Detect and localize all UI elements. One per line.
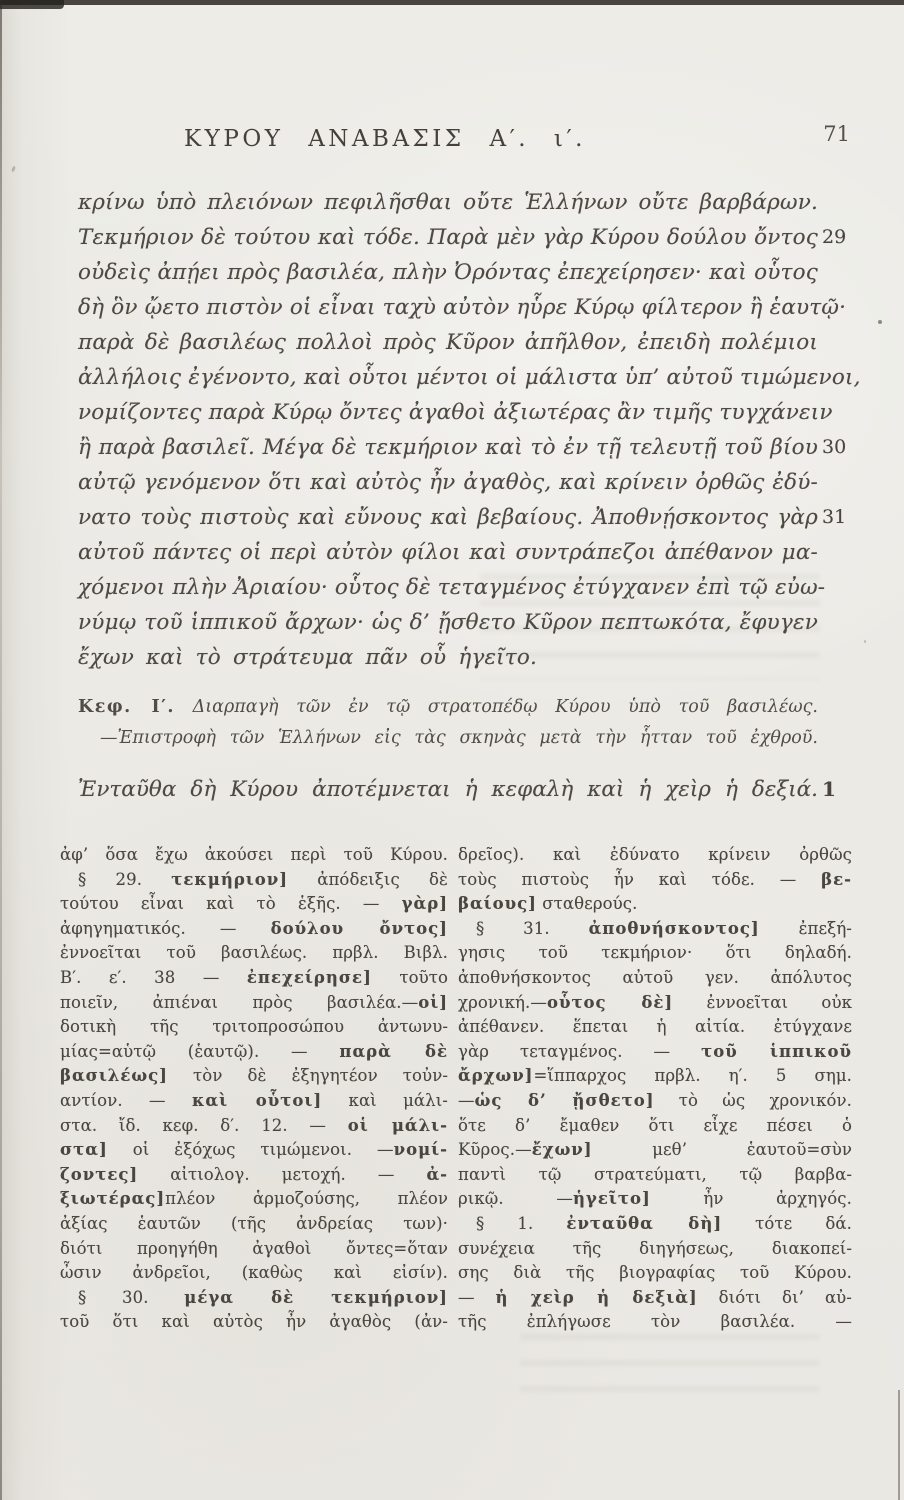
text-line [60,1237,448,1262]
text-line [78,535,818,570]
text-line [458,1237,852,1262]
text-run: νομίζοντες παρὰ Κύρῳ ὄντες ἀγαθοὶ ἀξιωτέρας ἂν τιμῆς τυγχάνειν [78,400,833,425]
text-run: § 31. [476,918,589,938]
text-line [78,605,818,640]
chapter-heading-line-2: —Ἐπιστροφὴ τῶν Ἑλλήνων εἰς τὰς σκηνὰς μετὰ τὴν ἧτταν τοῦ ἐχθροῦ. [100,728,818,748]
lemma: ἐνταῦθα δὴ] [566,1213,723,1233]
lead-sentence [78,772,836,807]
page-number: 71 [823,122,850,146]
lemma: ἀ- [426,1164,448,1184]
lemma: ἀποθνήσκοντος] [588,918,760,938]
text-run: παντὶ τῷ στρατεύματι, τῷ βαρβα- [458,1164,852,1184]
text-line [78,570,826,605]
main-text-block [78,185,861,675]
text-run: χόμενοι πλὴν Ἀριαίου· οὗτος δὲ τεταγμένος ἐτύγχανεν ἐπὶ τῷ εὐω- [78,575,826,600]
text-run: ἀφηγηματικός. — [60,918,271,938]
text-run: δοτικὴ τῆς τριτοπροσώπου ἀντωνυ- [60,1017,448,1037]
text-run: διότι δι’ αὐ- [697,1287,852,1307]
text-run: ἀξίας ἑαυτῶν (τῆς ἀνδρείας των)· [60,1213,448,1233]
text-run: αντίον. — [60,1090,192,1110]
ink-speck [864,640,866,643]
text-line [458,1114,852,1139]
lemma: γὰρ] [401,894,448,914]
text-run: Κῦρος.— [458,1140,532,1160]
lemma: ὡς δ’ ᾔσθετο] [474,1090,655,1110]
text-line [458,917,852,942]
text-line [60,1138,448,1163]
margin-section-number: 30 [822,436,847,458]
lemma: παρὰ δὲ [339,1041,448,1061]
lemma: ζοντες] [60,1164,139,1184]
text-run: οὐδεὶς ἀπῄει πρὸς βασιλέα, πλὴν Ὀρόντας ἐπεχείρησεν· καὶ οὗτος [78,260,818,285]
text-run: τοῦ ὅτι καὶ αὐτὸς ἦν ἀγαθὸς (ἀν- [60,1312,448,1332]
text-run: ἔχων καὶ τὸ στράτευμα πᾶν οὗ ἡγεῖτο. [78,645,538,670]
text-run: — [458,1090,475,1110]
lemma: οἱ μάλι- [347,1115,448,1135]
text-line [458,868,852,893]
scan-edge-artifact-top-left [0,0,64,9]
text-line [60,843,448,868]
lemma: ἡγεῖτο] [572,1189,651,1209]
lemma: βασιλέως] [60,1066,168,1086]
lemma: δούλου ὄντος] [270,918,448,938]
text-run: σης διὰ τῆς βιογραφίας τοῦ Κύρου. [458,1263,852,1283]
text-line [458,966,852,991]
text-run: τούτου εἶναι καὶ τὸ ἑξῆς. — [60,894,402,914]
text-run: § 30. [78,1287,185,1307]
text-run: γὰρ τεταγμένος. — [458,1041,702,1061]
text-run: § 29. [78,869,172,889]
lemma: μέγα δὲ τεκμήριον] [184,1287,448,1307]
text-line [60,1015,448,1040]
lemma: καὶ οὗτοι] [192,1090,323,1110]
text-run: νατο τοὺς πιστοὺς καὶ εὔνους καὶ βεβαίους. Ἀποθνῄσκοντος γὰρ [78,505,818,530]
lemma: τοῦ ἱππικοῦ [701,1041,852,1061]
text-run: καὶ μάλι- [322,1090,448,1110]
lemma: ἔχων] [531,1140,593,1160]
text-run: τὸ ὡς χρονικόν. [654,1090,852,1110]
text-line [78,500,847,535]
lemma: στα] [60,1140,108,1160]
text-run: § 1. [476,1213,567,1233]
text-run: αὐτοῦ πάντες οἱ περὶ αὐτὸν φίλοι καὶ συντράπεζοι ἀπέθανον μα- [78,540,818,565]
text-run: ὅτε δ’ ἔμαθεν ὅτι εἶχε πέσει ὁ [458,1115,852,1135]
text-run: χρονική.— [458,992,547,1012]
text-run: Β′. ε′. 38 — [60,967,247,987]
text-line [60,1212,448,1237]
chapter-label: Κεφ. Ι′. [78,697,175,717]
text-line [78,465,818,500]
text-line [60,917,448,942]
text-line [60,941,448,966]
text-run: κρίνω ὑπὸ πλειόνων πεφιλῆσθαι οὔτε Ἑλλήνων οὔτε βαρβάρων. [78,190,818,215]
text-line [78,360,861,395]
text-run: ἀπέθανεν. ἕπεται ἡ αἰτία. ἐτύγχανε [458,1017,852,1037]
text-run: σταθερούς. [536,894,638,914]
text-line [60,1261,448,1286]
text-line [60,1310,448,1335]
text-run: παρὰ δὲ βασιλέως πολλοὶ πρὸς Κῦρον ἀπῆλθον, ἐπειδὴ πολέμιοι [78,330,818,355]
chapter-title: Διαρπαγὴ τῶν ἐν τῷ στρατοπέδῳ Κύρου ὑπὸ τοῦ βασιλέως. [192,697,818,717]
text-run: ἀφ’ ὅσα ἔχω ἀκούσει περὶ τοῦ Κύρου. [60,845,448,864]
text-line [458,991,852,1016]
text-line [458,1138,852,1163]
text-line [458,1212,852,1237]
text-line [60,1286,448,1311]
text-run: ἐννοεῖται τοῦ βασιλέως. πρβλ. Βιβλ. [60,943,448,963]
text-line [458,1163,852,1188]
text-line [60,892,448,917]
text-line [78,185,818,220]
text-line [60,991,448,1016]
text-line [78,290,847,325]
text-run: δρεῖος). καὶ ἐδύνατο κρίνειν ὀρθῶς [458,845,852,864]
lemma: οἱ] [418,992,448,1012]
lemma: οὗτος δὲ] [546,992,674,1012]
text-line [458,941,852,966]
text-line [78,325,818,360]
text-run: Τεκμήριον δὲ τούτου καὶ τόδε. Παρὰ μὲν γὰρ Κύρου δούλου ὄντος [78,225,818,250]
text-line [60,966,448,991]
text-run: νύμῳ τοῦ ἱππικοῦ ἄρχων· ὡς δ’ ᾔσθετο Κῦρον πεπτωκότα, ἔφυγεν [78,610,818,635]
ink-speck [11,166,16,173]
text-run: ἀποθνήσκοντος αὐτοῦ γεν. ἀπόλυτος [458,967,852,987]
text-run: ἦν ἀρχηγός. [650,1189,852,1209]
lemma: ἐπεχείρησε] [246,967,372,987]
scan-edge-artifact-right [898,1390,900,1500]
text-run: ἀλλήλοις ἐγένοντο, καὶ οὗτοι μέντοι οἱ μάλιστα ὑπ’ αὐτοῦ τιμώμενοι, [78,365,861,390]
text-line [458,1187,852,1212]
text-line [60,868,448,893]
text-run: ἐννοεῖται οὐκ [673,992,852,1012]
text-run: μίας=αὑτῷ (ἑαυτῷ). — [60,1041,340,1061]
text-run: τοὺς πιστοὺς ἦν καὶ τόδε. — [458,869,822,889]
text-run: =ἵππαρχος πρβλ. η′. 5 σημ. [533,1066,852,1086]
text-run: οἱ ἐξόχως τιμώμενοι. — [107,1140,394,1160]
text-line [458,1310,852,1335]
chapter-heading-line-1 [78,692,818,723]
scan-edge-artifact-left [0,0,2,1500]
text-line [78,220,847,255]
margin-section-number: 1 [822,777,836,801]
text-run: δὴ ὃν ᾤετο πιστὸν οἱ εἶναι ταχὺ αὐτὸν ηὗρε Κύρῳ φίλτερον ἢ ἑαυτῷ· [78,295,847,320]
lemma: τεκμήριον] [171,869,289,889]
notes-right-column [458,843,852,1335]
text-line [458,1089,852,1114]
text-run: ἢ παρὰ βασιλεῖ. Μέγα δὲ τεκμήριον καὶ τὸ ἐν τῇ τελευτῇ τοῦ βίου [78,435,818,460]
lemma: βε- [821,869,852,889]
text-line [458,1261,852,1286]
margin-section-number: 29 [822,226,847,248]
lemma: ἄρχων] [458,1066,534,1086]
margin-section-number: 31 [822,506,847,528]
ink-speck [878,320,882,324]
text-line [458,892,852,917]
text-run: — [458,1287,496,1307]
text-line [78,430,847,465]
lemma: νομί- [393,1140,448,1160]
text-run: ὦσιν ἀνδρεῖοι, (καθὼς καὶ εἰσίν). [60,1263,448,1283]
text-line [458,1040,852,1065]
text-line [78,255,818,290]
text-line [458,1286,852,1311]
running-title: ΚΥΡΟΥ ΑΝΑΒΑΣΙΣ Α′. ι′. [184,126,586,152]
text-run: διότι προηγήθη ἀγαθοὶ ὄντες=ὅταν [60,1238,448,1258]
text-run: γησις τοῦ τεκμήριον· ὅτι δηλαδή. [458,943,852,963]
text-line [60,1064,448,1089]
text-line [60,1089,448,1114]
text-run: τοῦτο [371,967,449,987]
text-run: αὐτῷ γενόμενον ὅτι καὶ αὐτὸς ἦν ἀγαθὸς, καὶ κρίνειν ὀρθῶς ἐδύ- [78,470,818,495]
scan-edge-artifact-top [0,0,904,5]
lemma: ξιωτέρας] [60,1189,166,1209]
text-line [60,1163,448,1188]
text-run: συνέχεια τῆς διηγήσεως, διακοπεί- [458,1238,852,1258]
text-line [60,1187,448,1212]
text-run: ρικῷ. — [458,1189,573,1209]
lemma: βαίους] [458,894,537,914]
text-run: τὸν δὲ ἐξηγητέον τοὐν- [167,1066,448,1086]
text-run: στα. ἴδ. κεφ. δ′. 12. — [60,1115,348,1135]
text-run: πλέον ἁρμοζούσης, πλέον [165,1189,448,1209]
text-line [60,1040,448,1065]
text-run: ἐπεξή- [759,918,852,938]
lead-sentence-text: Ἐνταῦθα δὴ Κύρου ἀποτέμνεται ἡ κεφαλὴ καὶ ἡ χεὶρ ἡ δεξιά. [78,777,818,802]
text-line [78,395,833,430]
text-run: ἀπόδειξις δὲ [288,869,448,889]
chapter-heading [78,692,818,754]
lemma: ἡ χεὶρ ἡ δεξιὰ] [495,1287,698,1307]
text-line [458,1064,852,1089]
text-run: ποιεῖν, ἀπιέναι πρὸς βασιλέα.— [60,992,419,1012]
text-run: μεθ’ ἑαυτοῦ=σὺν [592,1140,852,1160]
text-line [78,640,818,675]
page-header [78,122,850,158]
text-run: τῆς ἐπλήγωσε τὸν βασιλέα. — [458,1312,852,1332]
text-run: τότε δά. [722,1213,853,1233]
notes-left-column [60,843,448,1335]
text-line [60,1114,448,1139]
text-line [458,1015,852,1040]
text-run: αἰτιολογ. μετοχή. — [138,1164,427,1184]
text-line [458,843,852,868]
